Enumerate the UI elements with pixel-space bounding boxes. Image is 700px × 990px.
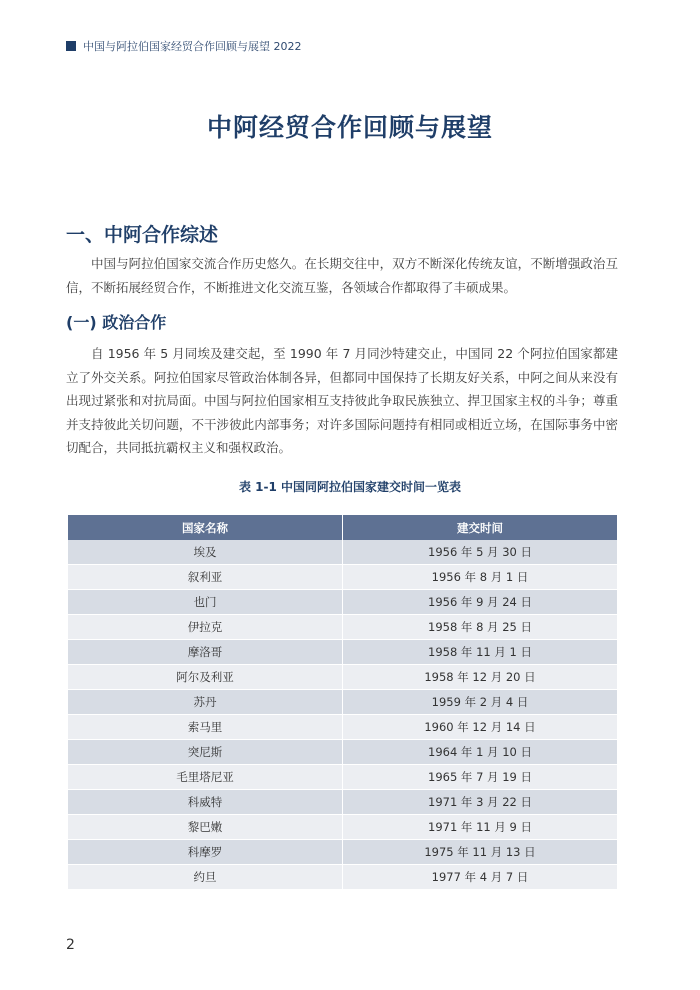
table-row [68, 640, 617, 665]
table-row [68, 840, 617, 865]
header-square-icon [66, 41, 76, 51]
date-cell: 1956 年 8 月 1 日 [343, 565, 618, 590]
section-paragraph: 中国与阿拉伯国家交流合作历史悠久。在长期交往中，双方不断深化传统友谊，不断增强政治互信，不断拓展经贸合作，不断推进文化交流互鉴，各领域合作都取得了丰硕成果。 [66, 256, 618, 295]
running-header-text: 中国与阿拉伯国家经贸合作回顾与展望 2022 [83, 40, 302, 53]
date-cell: 1964 年 1 月 10 日 [343, 740, 618, 765]
date-cell: 1975 年 11 月 13 日 [343, 840, 618, 865]
country-cell: 也门 [68, 590, 343, 615]
table-row [68, 865, 617, 890]
country-cell: 毛里塔尼亚 [68, 765, 343, 790]
table-row [68, 790, 617, 815]
date-cell: 1960 年 12 月 14 日 [343, 715, 618, 740]
table-row [68, 740, 617, 765]
country-cell: 科摩罗 [68, 840, 343, 865]
table-row [68, 565, 617, 590]
table-row [68, 815, 617, 840]
document-title: 中阿经贸合作回顾与展望 [206, 113, 493, 142]
date-cell: 1956 年 5 月 30 日 [343, 540, 618, 565]
diplomatic-relations-table [68, 515, 617, 890]
country-cell: 苏丹 [68, 690, 343, 715]
country-cell: 伊拉克 [68, 615, 343, 640]
country-cell: 科威特 [68, 790, 343, 815]
date-cell: 1977 年 4 月 7 日 [343, 865, 618, 890]
table-row [68, 765, 617, 790]
page-number: 2 [66, 937, 75, 953]
date-cell: 1958 年 8 月 25 日 [343, 615, 618, 640]
table-row [68, 665, 617, 690]
table-body [68, 540, 617, 890]
date-cell: 1958 年 11 月 1 日 [343, 640, 618, 665]
country-cell: 摩洛哥 [68, 640, 343, 665]
country-cell: 突尼斯 [68, 740, 343, 765]
date-cell: 1971 年 3 月 22 日 [343, 790, 618, 815]
country-cell: 叙利亚 [68, 565, 343, 590]
country-cell: 索马里 [68, 715, 343, 740]
table-row [68, 615, 617, 640]
table-row [68, 690, 617, 715]
subsection-heading: (一) 政治合作 [66, 313, 167, 332]
section-heading: 一、中阿合作综述 [66, 224, 219, 246]
date-cell: 1971 年 11 月 9 日 [343, 815, 618, 840]
running-header [66, 38, 302, 54]
date-cell: 1956 年 9 月 24 日 [343, 590, 618, 615]
table-row [68, 590, 617, 615]
table-caption: 表 1-1 中国同阿拉伯国家建交时间一览表 [238, 480, 462, 494]
country-cell: 约旦 [68, 865, 343, 890]
table-header-row [68, 515, 617, 540]
country-cell: 阿尔及利亚 [68, 665, 343, 690]
date-cell: 1958 年 12 月 20 日 [343, 665, 618, 690]
country-cell: 埃及 [68, 540, 343, 565]
date-cell: 1965 年 7 月 19 日 [343, 765, 618, 790]
table-row [68, 715, 617, 740]
date-cell: 1959 年 2 月 4 日 [343, 690, 618, 715]
subsection-paragraph: 自 1956 年 5 月同埃及建交起，至 1990 年 7 月同沙特建交止，中国同 22 个阿拉伯国家都建立了外交关系。阿拉伯国家尽管政治体制各异，但都同中国保持了长期友好关系，中阿之间从来没有出现过紧张和对抗局面。中国与阿拉伯国家相互支持彼此争取民族独立、捍卫国家主权的斗争；尊重并支持彼此关切问题，不干涉彼此内部事务；对许多国际问题持有相同或相近立场，在国际事务中密切配合，共同抵抗霸权主义和强权政治。 [66, 346, 618, 455]
country-cell: 黎巴嫩 [68, 815, 343, 840]
column-header-date: 建交时间 [343, 515, 618, 540]
table-row [68, 540, 617, 565]
column-header-country: 国家名称 [68, 515, 343, 540]
